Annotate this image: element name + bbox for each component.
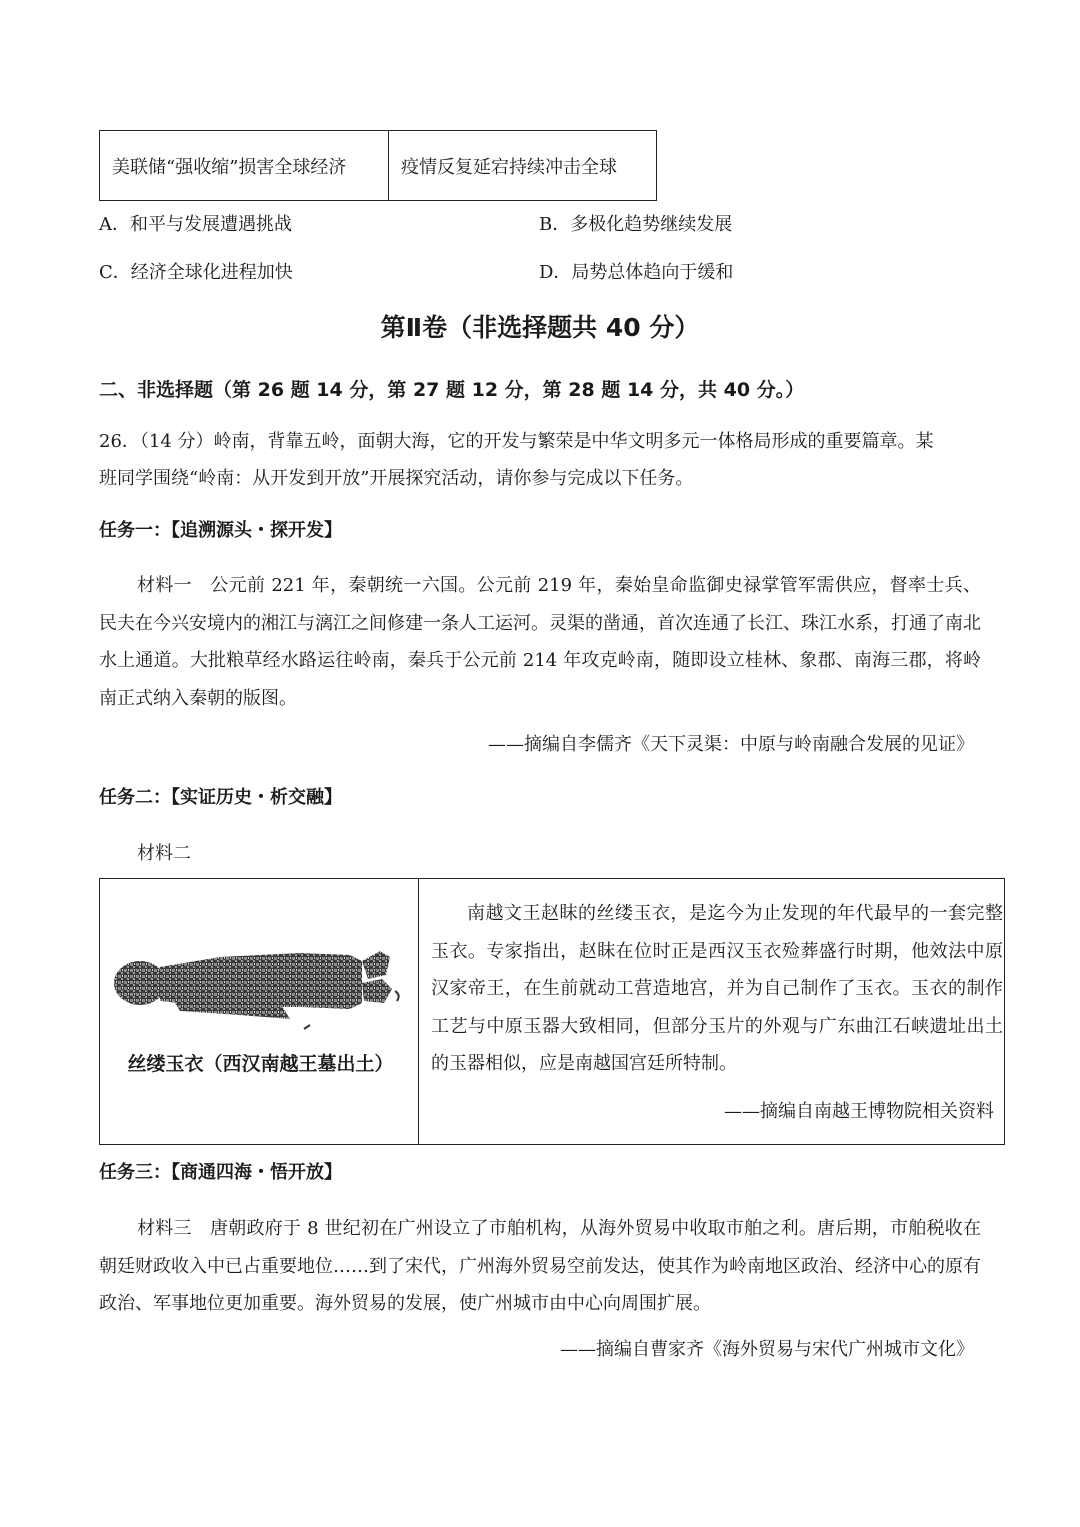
material-paragraph: 南越文王赵眜的丝缕玉衣，是迄今为止发现的年代最早的一套完整玉衣。专家指出，赵眜在位时正是西汉玉衣殓葬盛行时期，他效法中原汉家帝王，在生前就动工营造地宫，并为自己制作了玉衣。玉衣的制作工艺与中原玉器大致相同，但部分玉片的外观与广东曲江石峡遗址出土的玉器相似，应是南越国宫廷所特制。 [431,903,1003,1074]
option-a: A．和平与发展遭遇挑战 [99,214,292,235]
material-paragraph: 材料一 公元前 221 年，秦朝统一六国。公元前 219 年，秦始皇命监御史禄掌管军需供应，督率士兵、民夫在今兴安境内的湘江与漓江之间修建一条人工运河。灵渠的凿通，首次连通了长江、珠江水系，打通了南北水上通道。大批粮草经水路运往岭南，秦兵于公元前 214 年攻克岭南，随即设立桂林、象郡、南海三郡，将岭南正式纳入秦朝的版图。 [99,575,981,709]
section-heading: 二、非选择题（第 26 题 14 分，第 27 题 12 分，第 28 题 14 分，共 40 分。） [99,379,805,401]
question-intro-line: 26．（14 分）岭南，背靠五岭，面朝大海，它的开发与繁荣是中华文明多元一体格局形成的重要篇章。某 [99,431,934,452]
table-cell: 疫情反复延宕持续冲击全球 [401,156,617,178]
option-c: C．经济全球化进程加快 [99,262,293,283]
task-heading: 任务二：【实证历史・析交融】 [99,787,342,808]
material-source: ——摘编自李儒齐《天下灵渠：中原与岭南融合发展的见证》 [488,734,974,755]
material-label: 材料二 [137,843,191,864]
text-cell [419,879,1004,1144]
section-title: 第Ⅱ卷（非选择题共 40 分） [380,313,700,342]
image-caption: 丝缕玉衣（西汉南越王墓出土） [127,1053,394,1075]
material-table [99,878,1005,1145]
option-d: D．局势总体趋向于缓和 [539,262,734,283]
jade-suit-image [100,879,419,1144]
material-source: ——摘编自曹家齐《海外贸易与宋代广州城市文化》 [560,1339,974,1360]
material-source: ——摘编自南越王博物院相关资料 [724,1101,994,1122]
comparison-table [99,130,657,201]
question-intro-line: 班同学围绕“岭南：从开发到开放”开展探究活动，请你参与完成以下任务。 [99,468,694,489]
table-cell: 美联储“强收缩”损害全球经济 [100,131,389,200]
task-heading: 任务一：【追溯源头・探开发】 [99,520,342,541]
option-b: B．多极化趋势继续发展 [539,214,733,235]
image-cell [100,879,419,1144]
task-heading: 任务三：【商通四海・悟开放】 [99,1162,342,1183]
material-paragraph: 材料三 唐朝政府于 8 世纪初在广州设立了市舶机构，从海外贸易中收取市舶之利。唐后期，市舶税收在朝廷财政收入中已占重要地位……到了宋代，广州海外贸易空前发达，使其作为岭南地区政治、经济中心的原有政治、军事地位更加重要。海外贸易的发展，使广州城市由中心向周围扩展。 [99,1218,981,1314]
